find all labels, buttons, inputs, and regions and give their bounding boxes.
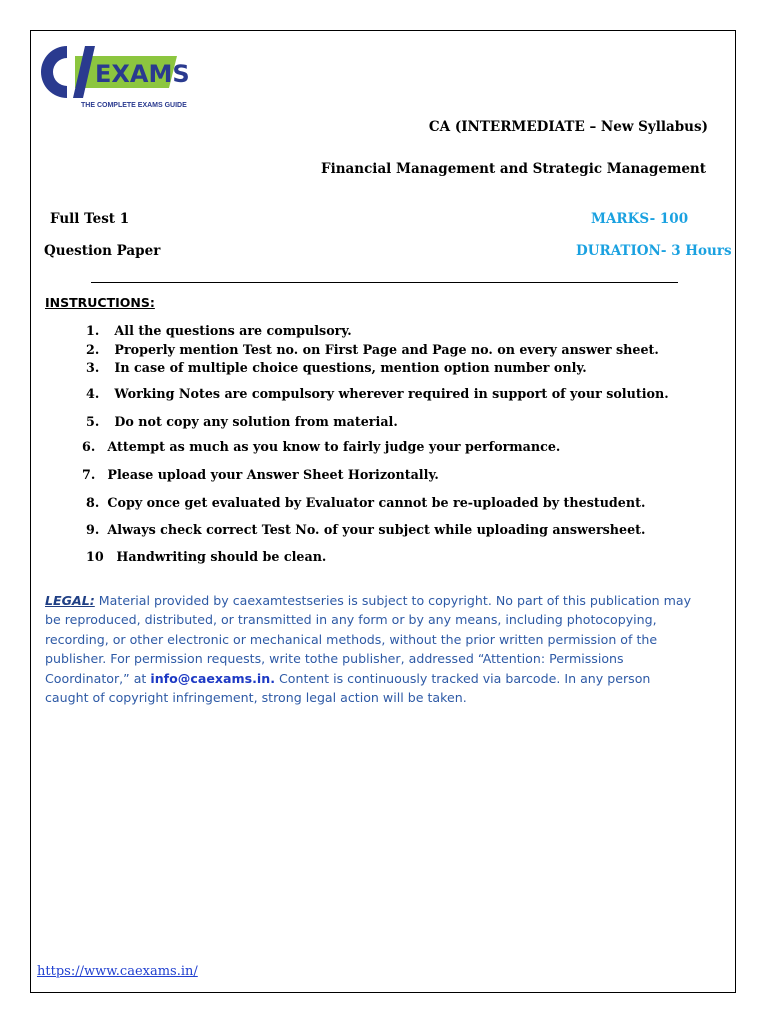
subject-title: Financial Management and Strategic Management (321, 161, 706, 177)
instruction-number: 8. (86, 495, 100, 510)
website-link[interactable]: https://www.caexams.in/ (37, 964, 198, 979)
header-divider (91, 282, 678, 283)
instruction-item (86, 323, 352, 338)
logo-c-shape (41, 46, 67, 98)
marks-label: MARKS- 100 (591, 211, 689, 227)
instruction-item (86, 342, 659, 357)
paper-type: Question Paper (44, 243, 161, 259)
instruction-item (86, 549, 326, 564)
legal-notice (45, 591, 695, 707)
instruction-number: 7. (82, 467, 96, 482)
instruction-text: Please upload your Answer Sheet Horizontally. (107, 467, 439, 482)
instruction-item (82, 439, 560, 454)
instruction-text: Copy once get evaluated by Evaluator cannot be re-uploaded by thestudent. (107, 495, 646, 510)
instruction-number: 2. (86, 342, 100, 357)
instructions-heading: INSTRUCTIONS: (45, 295, 155, 310)
instruction-item (86, 495, 645, 510)
instruction-number: 4. (86, 386, 100, 401)
instruction-text: Do not copy any solution from material. (114, 414, 398, 429)
instruction-text: Always check correct Test No. of your subject while uploading answersheet. (107, 522, 646, 537)
instruction-item (82, 467, 439, 482)
course-title: CA (INTERMEDIATE – New Syllabus) (428, 119, 708, 135)
instruction-number: 10 (86, 549, 104, 564)
test-name: Full Test 1 (50, 211, 130, 227)
duration-label: DURATION- 3 Hours (576, 243, 732, 259)
legal-text: Material provided by caexamtestseries is subject to copyright. No part of this publication may be reproduced, distributed, or transmitted in any form or by any means, including photocopying, recording, or other electronic or mechanical methods, without the prior written permission of the publisher. For permission requests, write tothe publisher, addressed “Attention: Permissions Coordinator,” at (45, 593, 692, 686)
instruction-number: 5. (86, 414, 100, 429)
caexams-logo (37, 42, 190, 112)
legal-label: LEGAL: (45, 593, 95, 608)
instruction-text: All the questions are compulsory. (114, 323, 352, 338)
instruction-item (86, 414, 398, 429)
instruction-text: Attempt as much as you know to fairly judge your performance. (107, 439, 561, 454)
instruction-text: Properly mention Test no. on First Page and Page no. on every answer sheet. (114, 342, 659, 357)
instruction-item (86, 360, 587, 375)
legal-text-continued: Content is continuously tracked via barcode. In any person caught of copyright infringement, strong legal action will be taken. (45, 670, 651, 706)
logo-brand-text: EXAMS (95, 60, 190, 88)
instruction-number: 9. (86, 522, 100, 537)
instruction-text: In case of multiple choice questions, mention option number only. (114, 360, 587, 375)
instruction-text: Working Notes are compulsory wherever required in support of your solution. (114, 386, 669, 401)
logo-tagline: THE COMPLETE EXAMS GUIDE (81, 102, 187, 109)
instruction-item (86, 522, 645, 537)
instruction-number: 6. (82, 439, 96, 454)
instruction-item (86, 386, 669, 401)
contact-email[interactable]: info@caexams.in. (150, 670, 275, 686)
instruction-number: 1. (86, 323, 100, 338)
instruction-number: 3. (86, 360, 100, 375)
instruction-text: Handwriting should be clean. (116, 549, 327, 564)
